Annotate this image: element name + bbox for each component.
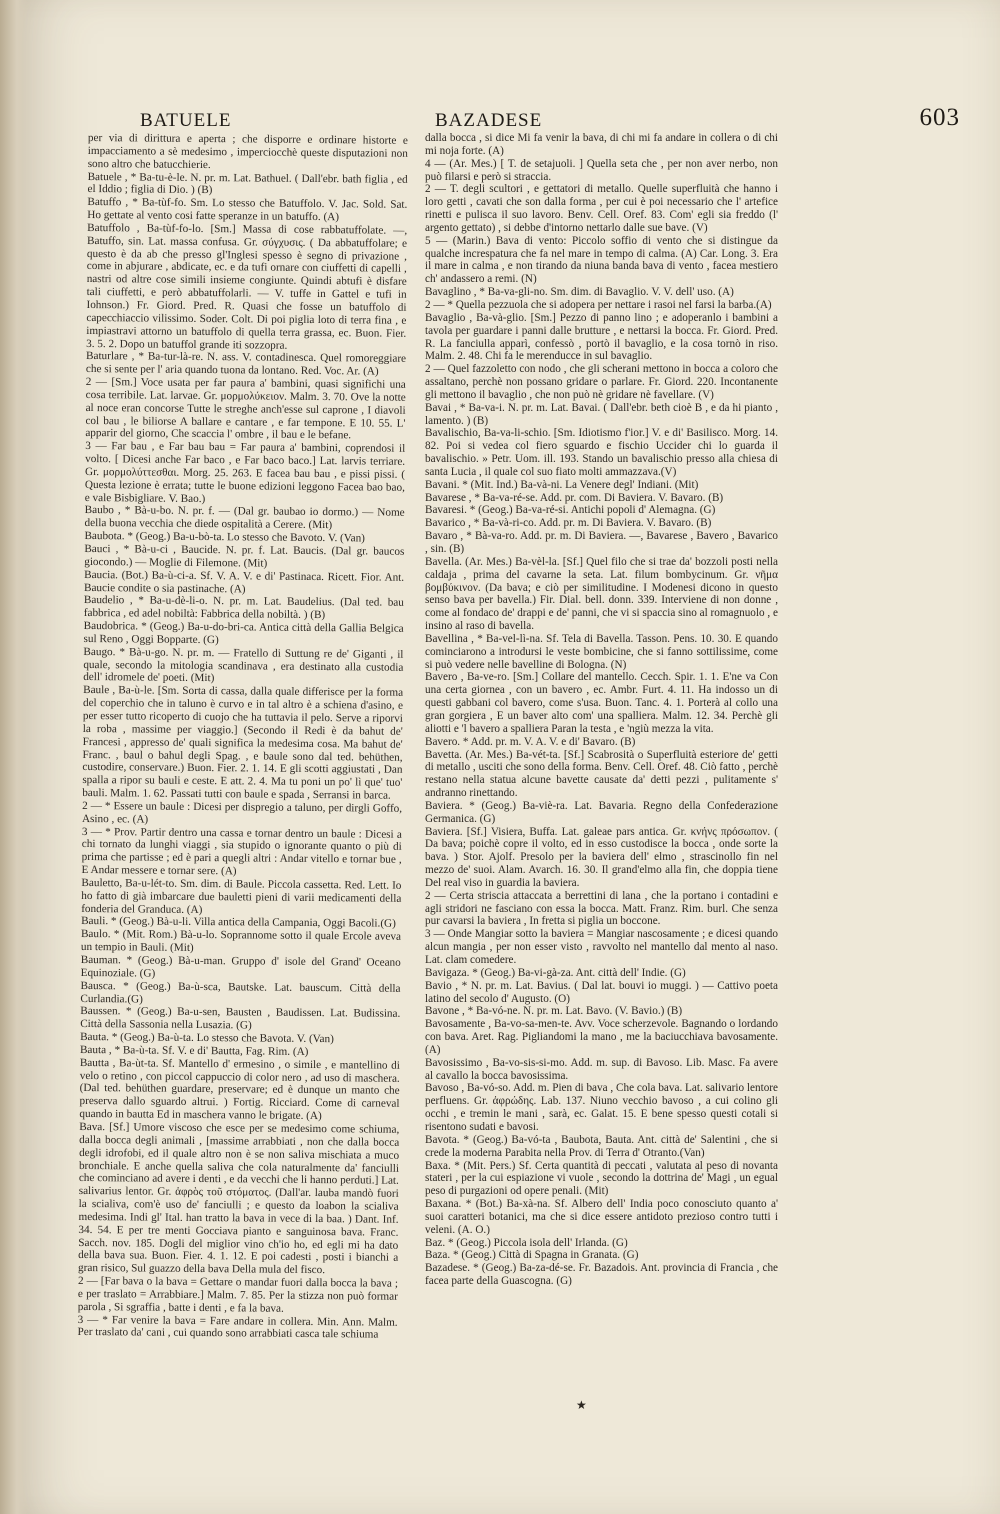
dictionary-entry: 5 — (Marin.) Bava di vento: Piccolo soffio di vento che si distingue da qualche increspatura che fa nel mare in tempo di calma. (A) Car. Long. 3. Era il mare in calma , e non tirando da niuna banda bava di vento , facea mestiero ch' andassero a remi. (N)	[425, 234, 778, 286]
dictionary-entry: 2 — Quel fazzoletto con nodo , che gli scherani mettono in bocca a coloro che assaltano, perchè non possano gridare o parlare. Fr. Giord. 220. Incontanente gli mettono il bavaglio , che non può nè gridare nè favellare. (V)	[425, 363, 778, 401]
dictionary-entry: Bavellina , * Ba-vel-lì-na. Sf. Tela di Bavella. Tasson. Pens. 10. 30. E quando cominciarono a introdursi le veste bombicine, che si fanno sottilissime, come si può vedere nelle bavelline di Bologna. (N)	[425, 632, 778, 671]
dictionary-entry: Baxa. * (Mit. Pers.) Sf. Certa quantità di peccati , valutata al peso di novanta stateri , per la cui espiazione vi vuole , secondo la dottrina de' Magi , un egual peso di purgazioni od opere penali. (Mit)	[425, 1159, 778, 1198]
dictionary-entry: Baugo. * Bà-u-go. N. pr. m. — Fratello di Suttung re de' Giganti , il quale, secondo la mitologia scandinava , era destinato alla custodia dell' idromele de' poeti. (Mit)	[83, 645, 404, 685]
dictionary-entry: Baubo , * Bà-u-bo. N. pr. f. — (Dal gr. baubao io dormo.) — Nome della buona vecchia che diede ospitalità a Cerere. (Mit)	[84, 504, 405, 532]
dictionary-entry: Bavai , * Ba-va-i. N. pr. m. Lat. Bavai. ( Dall'ebr. beth cioè B , e da hi pianto , lamento. ) (B)	[425, 401, 778, 427]
dictionary-entry: Bavaglio , Ba-và-glio. [Sm.] Pezzo di panno lino ; e adoperanlo i bambini a tavola per guardare i panni dalle brutture , e nettarsi la bocca. Fr. Giord. Pred. R. La fanciulla apparì, confessò , portò il bavaglio, e la cosa tornò in riso. Malm. 2. 48. Chi fa le merenducce in sul bavaglio.	[425, 311, 778, 363]
dictionary-entry: Bava. [Sf.] Umore viscoso che esce per se medesimo come schiuma, dalla bocca degli animali , [massime arrabbiati , non che dalla bocca degli idrofobi, ed il quale altro non è se non saliva mischiata a muco bronchiale. E anche quella saliva che cola naturalmente da' fanciulli che cominciano ad avere i denti , e da vecchi che li hanno perduti.] Lat. salivarius lentor. Gr. ἀφρὸς τοῦ στόματος. (Dall'ar. lauba mandò fuori la scialiva, com'è uso de' fanciulli ; e questo da loabon la scialiva medesima. Indi gl' Ital. han tratto la bava in vece di la baa. ) Dant. Inf. 34. 54. E per tre menti Gocciava pianto e sanguinosa bava. Franc. Sacch. nov. 185. Dogli del miglior vino ch'io ho, ed egli mi ha dato della bava sua. Buon. Fier. 4. 1. 12. E poi cadesti , posti i bianchi a gran risico, Sul guazzo della bava Della mula del fisco.	[78, 1120, 400, 1277]
dictionary-entry: Bavota. * (Geog.) Ba-vó-ta , Baubota, Bauta. Ant. città de' Salentini , che si crede la moderna Parabita nella Prov. di Terra d' Otranto.(Van)	[425, 1133, 778, 1159]
dictionary-entry: 4 — (Ar. Mes.) [ T. de setajuoli. ] Quella seta che , per non aver nerbo, non può filarsi e però si straccia.	[425, 157, 778, 183]
header-left-guideword: BATUELE	[140, 110, 232, 131]
dictionary-entry: Batuffo , * Ba-tùf-fo. Sm. Lo stesso che Batuffolo. V. Jac. Sold. Sat. Ho gettate al vento cosi fatte speranze in un batuffo. (A)	[87, 196, 408, 224]
dictionary-entry: Baussen. * (Geog.) Ba-u-sen, Bausten , Baudissen. Lat. Budissina. Città della Sassonia nella Lusazia. (G)	[80, 1005, 401, 1032]
dictionary-entry: Bavetta. (Ar. Mes.) Ba-vét-ta. [Sf.] Scabrosità o Superfluità esteriore de' getti di metallo , usciti che sono della forma. Benv. Cell. Oref. 48. Ciò fatto , perchè restano nella statua alcune bavette causate da' detti pezzi , pulitamente s' andranno rinettando.	[425, 748, 778, 800]
dictionary-entry: Batuffolo , Ba-tùf-fo-lo. [Sm.] Massa di cose rabbatuffolate. —, Batuffo, sin. Lat. massa confusa. Gr. σύγχυσις. ( Da abbatuffolare; e questo è da ab che presso gl'Inglesi spesso è segno di privazione , come in abjurare , abdicate, ec. e da tufi ornare con ciuffetti di capelli , nastri od altre cose simili insieme congiunte. Quindi abtufi è disfare tali ciuffetti, e però abbatuffolarli. — V. tuffe in Gattel e tufi in Iohnson.) Fr. Giord. Pred. R. Quasi che fosse un batuffolo di capecchiaccio vilissimo. Soder. Colt. Di poi piglia loto di terra fina , e impiastravi attorno un batuffolo di quella terra grassa, ec. Buon. Fier. 3. 5. 2. Dopo un batuffol grande iti sozzopra.	[86, 221, 408, 352]
dictionary-entry: Bavarico , * Ba-và-ri-co. Add. pr. m. Di Baviera. V. Bavaro. (B)	[425, 517, 712, 530]
dictionary-entry: per via di dirittura e aperta ; che disporre e ordinare historte e impacciamento a sè medesimo , imperciocchè queste disputazioni non sono altro che batucchierie.	[87, 132, 408, 171]
dictionary-entry: Bauta , * Ba-ù-ta. Sf. V. e di' Bautta, Fag. Rim. (A)	[79, 1043, 309, 1058]
dictionary-entry: 2 — * Essere un baule : Dicesi per dispregio a taluno, per dirgli Goffo, Asino , ec. (A)	[81, 799, 403, 826]
dictionary-entry: 3 — * Far venire la bava = Fare andare in collera. Min. Ann. Malm. Per traslato da' cani , cui quando sono arrabbiati casca tale schiuma	[77, 1313, 398, 1342]
dictionary-entry: Baturlare , * Ba-tur-là-re. N. ass. V. contadinesca. Quel romoreggiare che si sente per l' aria quando tuona da lontano. Red. Voc. Ar. (A)	[85, 350, 407, 378]
dictionary-entry: Bauman. * (Geog.) Bà-u-man. Gruppo d' isole del Grand' Oceano Equinoziale. (G)	[80, 953, 401, 980]
dictionary-entry: Baudelio , * Ba-u-dè-li-o. N. pr. m. Lat. Baudelius. (Dal ted. bau fabbrica , ed adel nobiltà: Fabbrica della nobiltà. ) (B)	[83, 594, 404, 622]
dictionary-entry: Bauletto, Ba-u-lét-to. Sm. dim. di Baule. Piccola cassetta. Red. Lett. Io ho fatto di già imbarcare due bauletti pieni di varii medicamenti della fonderia del Granduca. (A)	[81, 876, 402, 916]
book-gutter	[0, 0, 28, 1514]
dictionary-entry: Bauli. * (Geog.) Bà-u-li. Villa antica della Campania, Oggi Bacoli.(G)	[81, 915, 396, 931]
dictionary-entry: Bauta. * (Geog.) Ba-ù-ta. Lo stesso che Bavota. V. (Van)	[80, 1031, 334, 1046]
dictionary-entry: Bavone , * Ba-vó-ne. N. pr. m. Lat. Bavo. (V. Bavio.) (B)	[425, 1005, 683, 1018]
dictionary-entry: Baviera. * (Geog.) Ba-viè-ra. Lat. Bavaria. Regno della Confederazione Germanica. (G)	[425, 799, 778, 825]
dictionary-entry: Bavio , * N. pr. m. Lat. Bavius. ( Dal lat. bouvi io muggi. ) — Cattivo poeta latino del secolo d' Augusto. (O)	[425, 979, 778, 1005]
dictionary-entry: Bavero , Ba-ve-ro. [Sm.] Collare del mantello. Cecch. Spir. 1. 1. E'ne va Con una certa giornea , con un bavero , ec. Ambr. Furt. 4. 11. Ha indosso un di questi gabbani col bavero, come s'usa. Buon. Tanc. 4. 1. Porterà al collo una gran gorgiera , E un baver alto com' una spalliera. Malm. 12. 34. Perchè gli aliotti e 'l bavero a spalliera Paran la testa , e 'ngiù mezza la vita.	[425, 671, 778, 735]
dictionary-entry: 2 — T. degli scultori , e gettatori di metallo. Quelle superfluità che hanno i loro getti , cavati che son dalla forma , per cui è poi necessario che l' artefice rinetti e pulisca il suo lavoro. Benv. Cell. Oref. 83. Com' egli sia freddo (l' argento gettato) , si debbe d'intorno nettarlo dalle sue bave. (V)	[425, 183, 778, 234]
dictionary-entry: Bavoso , Ba-vó-so. Add. m. Pien di bava , Che cola bava. Lat. salivario lentore perfluens. Gr. ἀφρώδης. Lab. 137. Niuno vecchio bavoso , a cui colino gli occhi , e tremin le mani , sarà, ec. Galat. 15. E bene spesso questi cotali si risentono sudati e bavosi.	[425, 1082, 778, 1133]
dictionary-entry: Baxana. * (Bot.) Ba-xà-na. Sf. Albero dell' India poco conosciuto quanto a' suoi caratteri botanici, ma che si dice essere antidoto prezioso contro tutti i veleni. (A. O.)	[425, 1198, 778, 1236]
dictionary-entry: 2 — [Far bava o la bava = Gettare o mandar fuori dalla bocca la bava ; e per traslato = Arrabbiare.] Malm. 7. 85. Per la stizza non può formar parola , Si sgraffia , batte i denti , e fa la bava.	[77, 1275, 399, 1315]
dictionary-entry: dalla bocca , si dice Mi fa venir la bava, di chi mi fa andare in collera o di chi mi noja forte. (A)	[425, 132, 778, 157]
dictionary-entry: Baviera. [Sf.] Visiera, Buffa. Lat. galeae pars antica. Gr. κνήνς πρόσωπον. ( Da bava; poichè copre il volto, ed in esso custodisce la bocca , onde sorte la bava. ) Stor. Ajolf. Presolo per la baviera dell' elmo , strascinollo fin nel mezzo de' suoi. Alam. Avarch. 16. 30. Il grand'elmo alla fin, che doppia tiene Del real viso in guardia la baviera.	[425, 825, 778, 889]
dictionary-entry: Baucia. (Bot.) Ba-ù-ci-a. Sf. V. A. V. e di' Pastinaca. Ricett. Fior. Ant. Baucie condite o sia pastinache. (A)	[83, 568, 405, 595]
dictionary-entry: Baubota. * (Geog.) Ba-u-bò-ta. Lo stesso che Bavoto. V. (Van)	[84, 530, 365, 545]
dictionary-entry: Bavani. * (Mit. Ind.) Ba-và-ni. La Venere degl' Indiani. (Mit)	[425, 478, 699, 491]
dictionary-entry: Baz. * (Geog.) Piccola isola dell' Irlanda. (G)	[425, 1236, 628, 1249]
dictionary-entry: 2 — * Quella pezzuola che si adopera per nettare i rasoi nel farsi la barba.(A)	[425, 298, 772, 311]
dictionary-entry: Baza. * (Geog.) Città di Spagna in Granata. (G)	[425, 1249, 639, 1262]
left-column	[77, 132, 408, 1342]
header-right-guideword: BAZADESE	[435, 110, 543, 131]
dictionary-entry: Bauci , * Bà-u-ci , Baucide. N. pr. f. Lat. Baucis. (Dal gr. baucos giocondo.) — Moglie di Filemone. (Mit)	[84, 542, 405, 570]
page-number: 603	[919, 104, 960, 131]
dictionary-entry: Bavosamente , Ba-vo-sa-men-te. Avv. Voce scherzevole. Bagnando o lordando con bava. Aret. Rag. Pigliandomi la mano , me la baciucchiava bavosamente. (A)	[425, 1018, 778, 1056]
dictionary-entry: Bavosissimo , Ba-vo-sis-si-mo. Add. m. sup. di Bavoso. Lib. Masc. Fa avere al cavallo la bocca bavosissima.	[425, 1056, 778, 1082]
dictionary-entry: Baule , Ba-ù-le. [Sm. Sorta di cassa, dalla quale differisce per la forma del coperchio che in taluno è curvo e in tal altro è a schiena d'asino, e per esser tutto ricoperto di cuojo che ha tuttavia il pelo. Serve a riporvi la roba , massime per viaggio.] (Secondo il Redi è da bahut de' Francesi , appresso de' quali significa la medesima cosa. Ma bahut de' Franc. , baul o bahul degli Spag. , e baule sono dal ted. behüthen, custodire, conservare.) Buon. Fier. 2. 1. 14. E gli scotti aggiustati , Dan spalla a ripor su bauli e ceste. E att. 2. 4. Ma tu poni un po' lì que' tuo' bauli. Malm. 1. 62. Passati tutti con baule e spada , Serransi in barca.	[82, 684, 404, 802]
dictionary-entry: Bautta , Ba-ùt-ta. Sf. Mantello d' ermesino , o simile , e mantellino di velo o retino , con piccol cappuccio di color nero , ad uso di maschera. (Dal ted. behüthen guardare, preservare; ed è dunque un manto che preserva dallo sguardo altrui. ) Fortig. Ricciard. Come di carneval quando in bautta Ed in maschera vanno le brigate. (A)	[79, 1056, 400, 1123]
dictionary-entry: Bavella. (Ar. Mes.) Ba-vèl-la. [Sf.] Quel filo che si trae da' bozzoli posti nella caldaja , prima del cavarne la seta. Lat. filum bombycinum. Gr. νῆμα βομβύκινον. (Da bava; e ciò per similitudine. I Modenesi dicono in questo senso bava per bavella.) Fir. Dial. bell. donn. 339. Interviene di non donne , come al fondaco de' drappi e de' panni, che vi si spaccia sino al romagnuolo , e insino al raso di bavella.	[425, 555, 778, 633]
dictionary-entry: 3 — Onde Mangiar sotto la baviera = Mangiar nascosamente ; e dicesi quando alcun mangia , per non esser visto , ravvolto nel mantello dal mento al naso. Lat. clam comedere.	[425, 928, 778, 966]
dictionary-entry: Bavaresi. * (Geog.) Ba-va-ré-si. Antichi popoli d' Alemagna. (G)	[425, 504, 716, 517]
dictionary-entry: Bavaro , * Bà-va-ro. Add. pr. m. Di Baviera. —, Bavarese , Bavero , Bavarico , sin. (B)	[425, 530, 778, 555]
dictionary-entry: Bausca. * (Geog.) Ba-ù-sca, Bautske. Lat. bauscum. Città della Curlandia.(G)	[80, 979, 401, 1006]
dictionary-entry: 3 — Far bau , e Far bau bau = Far paura a' bambini, coprendosi il volto. [ Dicesi anche Far baco , e Far baco baco.] Lat. larvis terriare. Gr. μορμολύττεσθαι. Morg. 25. 263. E facea bau bau , e pissi pissi. ( Questa lezione è errata; tutte le buone edizioni leggono Facea bao bao, e vale Bisbigliare. V. Bao.)	[84, 440, 406, 505]
dictionary-entry: Bavero. * Add. pr. m. V. A. V. e di' Bavaro. (B)	[425, 735, 636, 748]
dictionary-entry: 3 — * Prov. Partir dentro una cassa e tornar dentro un baule : Dicesi a chi tornato da lunghi viaggi , sia stupido o ignorante quanto o più di prima che partisse ; ed è pari a quegli altri : Andar vitello e tornar bue , E Andar messere e tornar sere. (A)	[81, 825, 402, 878]
dictionary-entry: Bavigaza. * (Geog.) Ba-vi-gà-za. Ant. città dell' Indie. (G)	[425, 966, 686, 979]
dictionary-entry: Bavalischio, Ba-va-li-schio. [Sm. Idiotismo f'ior.] V. e di' Basilisco. Morg. 14. 82. Poi si vedea col fiero sguardo e fischio Uccider chi lo guarda il bavalischio. » Petr. Uom. ill. 193. Stando un bavalischio presso alla chiesa di santa Lucia , il quale col suo fiato molti ammazzava.(V)	[425, 427, 778, 478]
dictionary-entry: Bavarese , * Ba-va-ré-se. Add. pr. com. Di Baviera. V. Bavaro. (B)	[425, 491, 724, 504]
dictionary-entry: Baudobrica. * (Geog.) Ba-u-do-bri-ca. Antica città della Gallia Belgica sul Reno , Oggi Bopparte. (G)	[83, 620, 404, 647]
end-mark: ★	[576, 1398, 587, 1412]
dictionary-entry: Bazadese. * (Geog.) Ba-za-dé-se. Fr. Bazadois. Ant. provincia di Francia , che facea parte della Guascogna. (G)	[425, 1262, 778, 1288]
right-column	[425, 132, 778, 1288]
dictionary-entry: Batuele , * Ba-tu-è-le. N. pr. m. Lat. Bathuel. ( Dall'ebr. bath figlia , ed el Iddio ; figlia di Dio. ) (B)	[87, 170, 408, 197]
dictionary-entry: 2 — [Sm.] Voce usata per far paura a' bambini, quasi significhi una cosa terribile. Lat. larvae. Gr. μορμολύκειον. Malm. 3. 70. Ove la notte al noce eran concorse Tutte le streghe anch'esse sul caprone , I diavoli col bau , le biliorse A ballare e cantare , e far tempone. E 10. 55. L' apparir del giorno, Che scaccia l' ombre , il bau e le befane.	[85, 376, 406, 442]
dictionary-entry: 2 — Certa striscia attaccata a berrettini di lana , che la portano i contadini e agli stridori ne fasciano con essa la bocca. Matt. Franz. Rim. burl. Che senza pur cavarsi la baviera , In fretta si piglia un boccone.	[425, 889, 778, 928]
dictionary-entry: Bavaglino , * Ba-va-gli-no. Sm. dim. di Bavaglio. V. V. dell' uso. (A)	[425, 286, 734, 299]
dictionary-entry: Baulo. * (Mit. Rom.) Bà-u-lo. Soprannome sotto il quale Ercole aveva un tempio in Bauli. (Mit)	[80, 928, 402, 955]
